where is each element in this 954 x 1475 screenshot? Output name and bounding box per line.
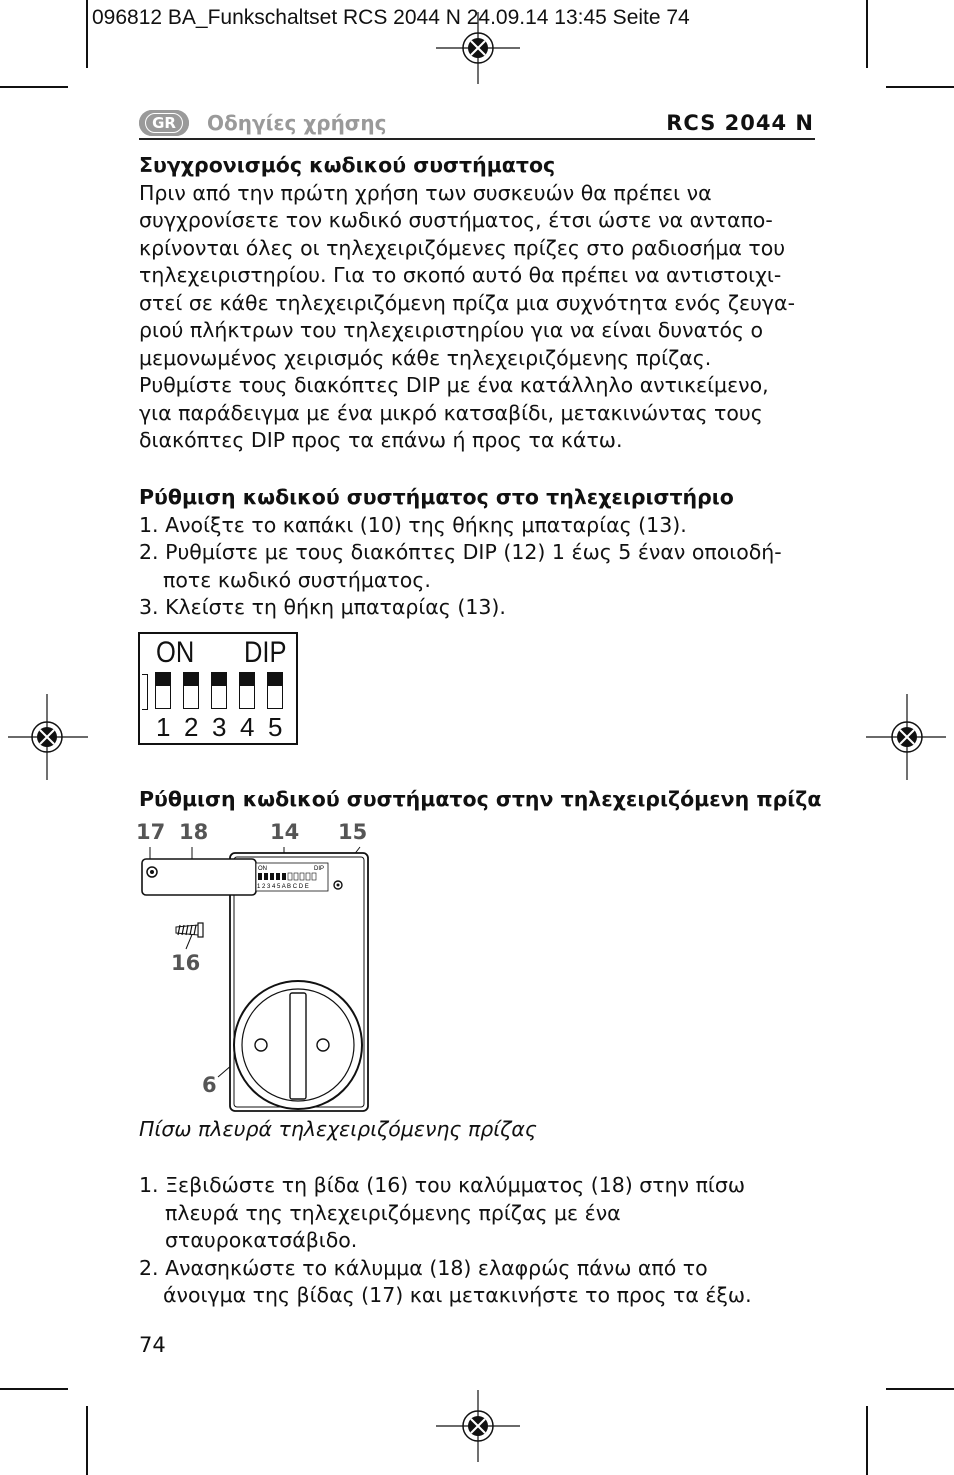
dip-housing-edge (142, 674, 148, 710)
model-name: RCS 2044 N (666, 111, 814, 135)
registration-mark-icon (8, 694, 88, 780)
paragraph-line: μεμονωμένος χειρισμός κάθε τηλεχειριζόμενης πρίζας. (139, 345, 712, 370)
callout-18: 18 (179, 820, 209, 844)
dip-switch-1 (155, 672, 171, 709)
list-item: 1. Ανοίξτε το καπάκι (10) της θήκης μπαταρίας (13). (139, 512, 687, 537)
callout-16: 16 (171, 951, 201, 975)
dip-label: DIP (244, 636, 287, 669)
list-item (139, 1255, 819, 1310)
paragraph-line: Πριν από την πρώτη χρήση των συσκευών θα πρέπει να (139, 180, 712, 205)
language-badge: GR (139, 110, 189, 136)
crop-mark (886, 1388, 954, 1390)
list-item (139, 539, 819, 594)
list-item-text: 1. Ξεβιδώστε τη βίδα (16) του καλύμματος (18) στην πίσω (139, 1173, 746, 1197)
callout-6: 6 (202, 1073, 217, 1097)
dip-number: 5 (268, 712, 283, 742)
dip-switch-2 (183, 672, 199, 709)
socket-steps (139, 1172, 819, 1310)
list-item-continuation: ποτε κωδικό συστήματος. (163, 567, 431, 592)
section-sync-code (139, 152, 819, 455)
callout-14: 14 (270, 820, 300, 844)
screw-icon (176, 923, 203, 937)
dip-switch-4 (239, 672, 255, 709)
crop-mark (0, 86, 68, 88)
outlet-icon (234, 981, 362, 1109)
section-heading: Συγχρονισμός κωδικού συστήματος (139, 153, 556, 177)
paragraph-line: Ρυθμίστε τους διακόπτες DIP με ένα κατάλληλο αντικείμενο, (139, 373, 769, 397)
list-item-text: 2. Ρυθμίστε με τους διακόπτες DIP (12) 1 έως 5 έναν οποιοδή- (139, 540, 782, 564)
socket-back-diagram (138, 845, 378, 1115)
paragraph-line: διακόπτες DIP προς τα επάνω ή προς τα κάτω. (139, 428, 623, 452)
section-heading: Ρύθμιση κωδικού συστήματος στην τηλεχειριζόμενη πρίζα (139, 787, 822, 811)
dip-number: 2 (184, 712, 199, 742)
paragraph-line: για παράδειγμα με ένα μικρό κατσαβίδι, μετακινώντας τους (139, 400, 763, 425)
registration-mark-icon (866, 694, 946, 780)
paragraph-line: κρίνονται όλες οι τηλεχειριζόμενες πρίζες στο ραδιοσήμα του (139, 235, 786, 260)
registration-mark-icon (436, 12, 520, 84)
dip-number: 1 (156, 712, 171, 742)
section-heading: Ρύθμιση κωδικού συστήματος στο τηλεχειριστήριο (139, 485, 734, 509)
list-item-continuation: πλευρά της τηλεχειριζόμενης πρίζας με ένα (165, 1200, 621, 1225)
print-slug: 096812 BA_Funkschaltset RCS 2044 N 24.09.14 13:45 Seite 74 (92, 6, 690, 29)
page-number: 74 (139, 1333, 166, 1357)
dip-switch-diagram (138, 632, 298, 745)
header-title: Οδηγίες χρήσης (207, 111, 387, 135)
dip-number: 3 (212, 712, 227, 742)
crop-mark (0, 1388, 68, 1390)
paragraph-line: στεί σε κάθε τηλεχειριζόμενη πρίζα μια συχνότητα ενός ζευγα- (139, 290, 795, 315)
crop-mark (866, 1406, 868, 1475)
list-item-continuation: άνοιγμα της βίδας (17) και μετακινήστε το προς τα έξω. (163, 1283, 752, 1307)
dip-switch-5 (267, 672, 283, 709)
registration-mark-icon (436, 1390, 520, 1462)
dip-on-label: ON (156, 636, 195, 669)
mini-dip-label: DIP (314, 866, 325, 872)
crop-mark (86, 1406, 88, 1475)
dip-number: 4 (240, 712, 255, 742)
figure-caption: Πίσω πλευρά τηλεχειριζόμενης πρίζας (139, 1117, 537, 1141)
callout-17: 17 (136, 820, 166, 844)
callout-15: 15 (338, 820, 368, 844)
mini-dip-on: ON (258, 866, 267, 872)
crop-mark (86, 0, 88, 68)
paragraph-line: συγχρονίσετε τον κωδικό συστήματος, έτσι ώστε να ανταπο- (139, 208, 773, 232)
page-header (139, 110, 386, 136)
dip-switch-3 (211, 672, 227, 709)
crop-mark (866, 0, 868, 68)
section-remote-code (139, 484, 819, 622)
list-item-continuation: σταυροκατσάβιδο. (165, 1228, 358, 1252)
crop-mark (886, 86, 954, 88)
header-divider (139, 138, 815, 140)
list-item: 3. Κλείστε τη θήκη μπαταρίας (13). (139, 595, 506, 619)
paragraph-line: τηλεχειριστηρίου. Για το σκοπό αυτό θα πρέπει να αντιστοιχι- (139, 263, 782, 287)
paragraph-line: ριού πλήκτρων του τηλεχειριστηρίου για να είναι δυνατός ο (139, 318, 764, 342)
list-item (139, 1172, 819, 1255)
list-item-text: 2. Ανασηκώστε το κάλυμμα (18) ελαφρώς πάνω από το (139, 1255, 708, 1280)
mini-dip-codes: 1 2 3 4 5 A B C D E (257, 884, 309, 890)
